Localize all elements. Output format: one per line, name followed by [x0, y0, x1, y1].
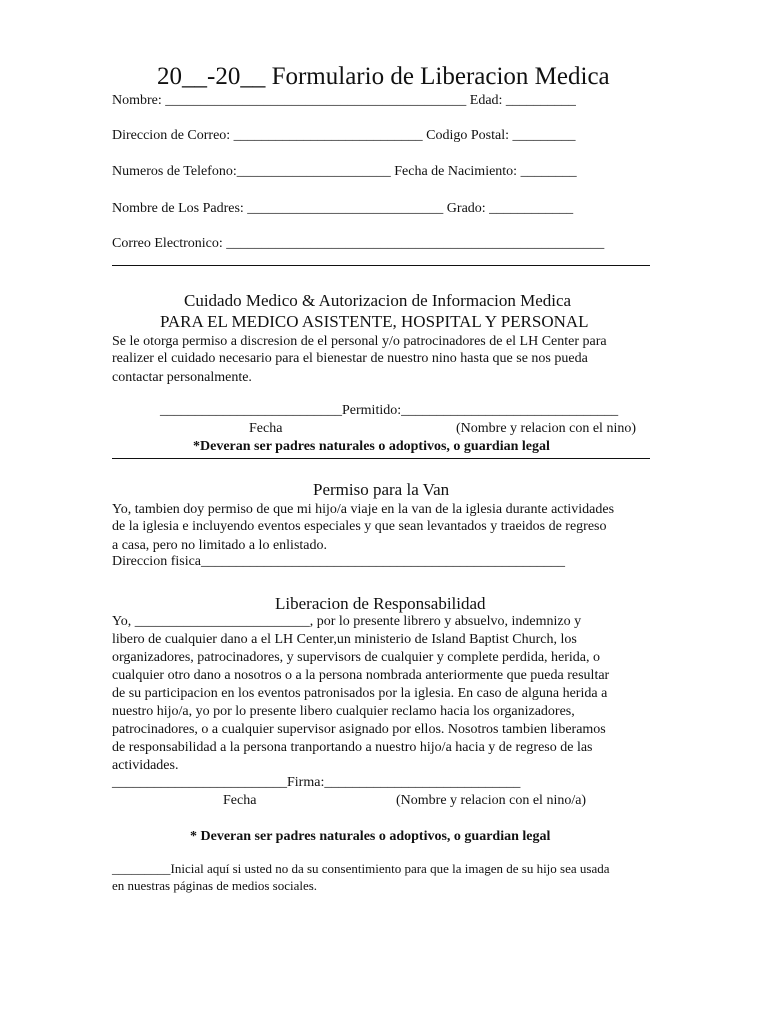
van-body-line: Yo, tambien doy permiso de que mi hijo/a viaje en la van de la iglesia durante actividades — [112, 502, 615, 517]
cuidado-guardian-note: *Deveran ser padres naturales o adoptivos, o guardian legal — [193, 439, 550, 454]
cuidado-body-line: realizer el cuidado necesario para el bienestar de nuestro nino hasta que se nos pueda — [112, 351, 588, 366]
liberacion-fecha-label: Fecha — [223, 793, 257, 808]
inicial-consent-field[interactable]: _________Inicial aquí si usted no da su consentimiento para que la imagen de su hijo sea usada — [112, 861, 610, 876]
van-direccion-fisica-field[interactable]: Direccion fisica____________________________________________________ — [112, 554, 566, 569]
liberacion-body-line: actividades. — [112, 758, 179, 773]
liberacion-signature-line[interactable]: _________________________Firma:____________________________ — [112, 775, 521, 790]
form-title: 20__-20__ Formulario de Liberacion Medica — [157, 63, 610, 90]
van-heading: Permiso para la Van — [313, 480, 450, 499]
liberacion-body-line: de su participacion en los eventos patronisados por la iglesia. En caso de alguna herida a — [112, 686, 608, 701]
liberacion-nombre-relacion-label: (Nombre y relacion con el nino/a) — [396, 793, 587, 808]
field-direccion-codigo[interactable]: Direccion de Correo: ___________________________ Codigo Postal: _________ — [112, 128, 576, 143]
liberacion-body-line[interactable]: Yo, _________________________, por lo presente librero y absuelvo, indemnizo y — [112, 614, 582, 629]
liberacion-body-line: libero de cualquier dano a el LH Center,un ministerio de Island Baptist Church, los — [112, 632, 577, 647]
field-correo-electronico[interactable]: Correo Electronico: ______________________________________________________ — [112, 236, 605, 251]
liberacion-guardian-note: * Deveran ser padres naturales o adoptivos, o guardian legal — [190, 829, 551, 844]
field-padres-grado[interactable]: Nombre de Los Padres: ____________________________ Grado: ____________ — [112, 201, 574, 216]
liberacion-body-line: de responsabilidad a la persona tranportando a nuestro hijo/a hacia y de regreso de las — [112, 740, 593, 755]
inicial-consent-line: en nuestras páginas de medios sociales. — [112, 878, 318, 893]
cuidado-body-line: Se le otorga permiso a discresion de el personal y/o patrocinadores de el LH Center para — [112, 334, 607, 349]
liberacion-heading: Liberacion de Responsabilidad — [275, 594, 486, 613]
field-telefono-nacimiento[interactable]: Numeros de Telefono:______________________ Fecha de Nacimiento: ________ — [112, 164, 577, 179]
liberacion-body-line: organizadores, patrocinadores, y supervisors de cualquier y complete perdida, herida, o — [112, 650, 601, 665]
van-body-line: de la iglesia e incluyendo eventos especiales y que sean levantados y traeidos de regreso — [112, 519, 607, 534]
cuidado-heading: Cuidado Medico & Autorizacion de Informacion Medica — [184, 291, 572, 310]
liberacion-body-line: nuestro hijo/a, yo por lo presente libero cualquier reclamo hacia los organizadores, — [112, 704, 575, 719]
cuidado-nombre-relacion-label: (Nombre y relacion con el nino) — [456, 421, 636, 436]
cuidado-subheading: PARA EL MEDICO ASISTENTE, HOSPITAL Y PERSONAL — [160, 312, 589, 331]
section-divider — [112, 458, 650, 459]
liberacion-body-line: patrocinadores, o a cualquier supervisor asignado por ellos. Nosotros tambien liberamos — [112, 722, 606, 737]
cuidado-body-line: contactar personalmente. — [112, 370, 252, 385]
field-nombre-edad[interactable]: Nombre: ___________________________________________ Edad: __________ — [112, 93, 576, 108]
liberacion-body-line: cualquier otro dano a nosotros o a la persona nombrada anteriormente que pueda resultar — [112, 668, 610, 683]
section-divider — [112, 265, 650, 266]
van-body-line: a casa, pero no limitado a lo enlistado. — [112, 538, 327, 553]
cuidado-signature-line[interactable]: __________________________Permitido:_______________________________ — [160, 403, 619, 418]
cuidado-fecha-label: Fecha — [249, 421, 283, 436]
